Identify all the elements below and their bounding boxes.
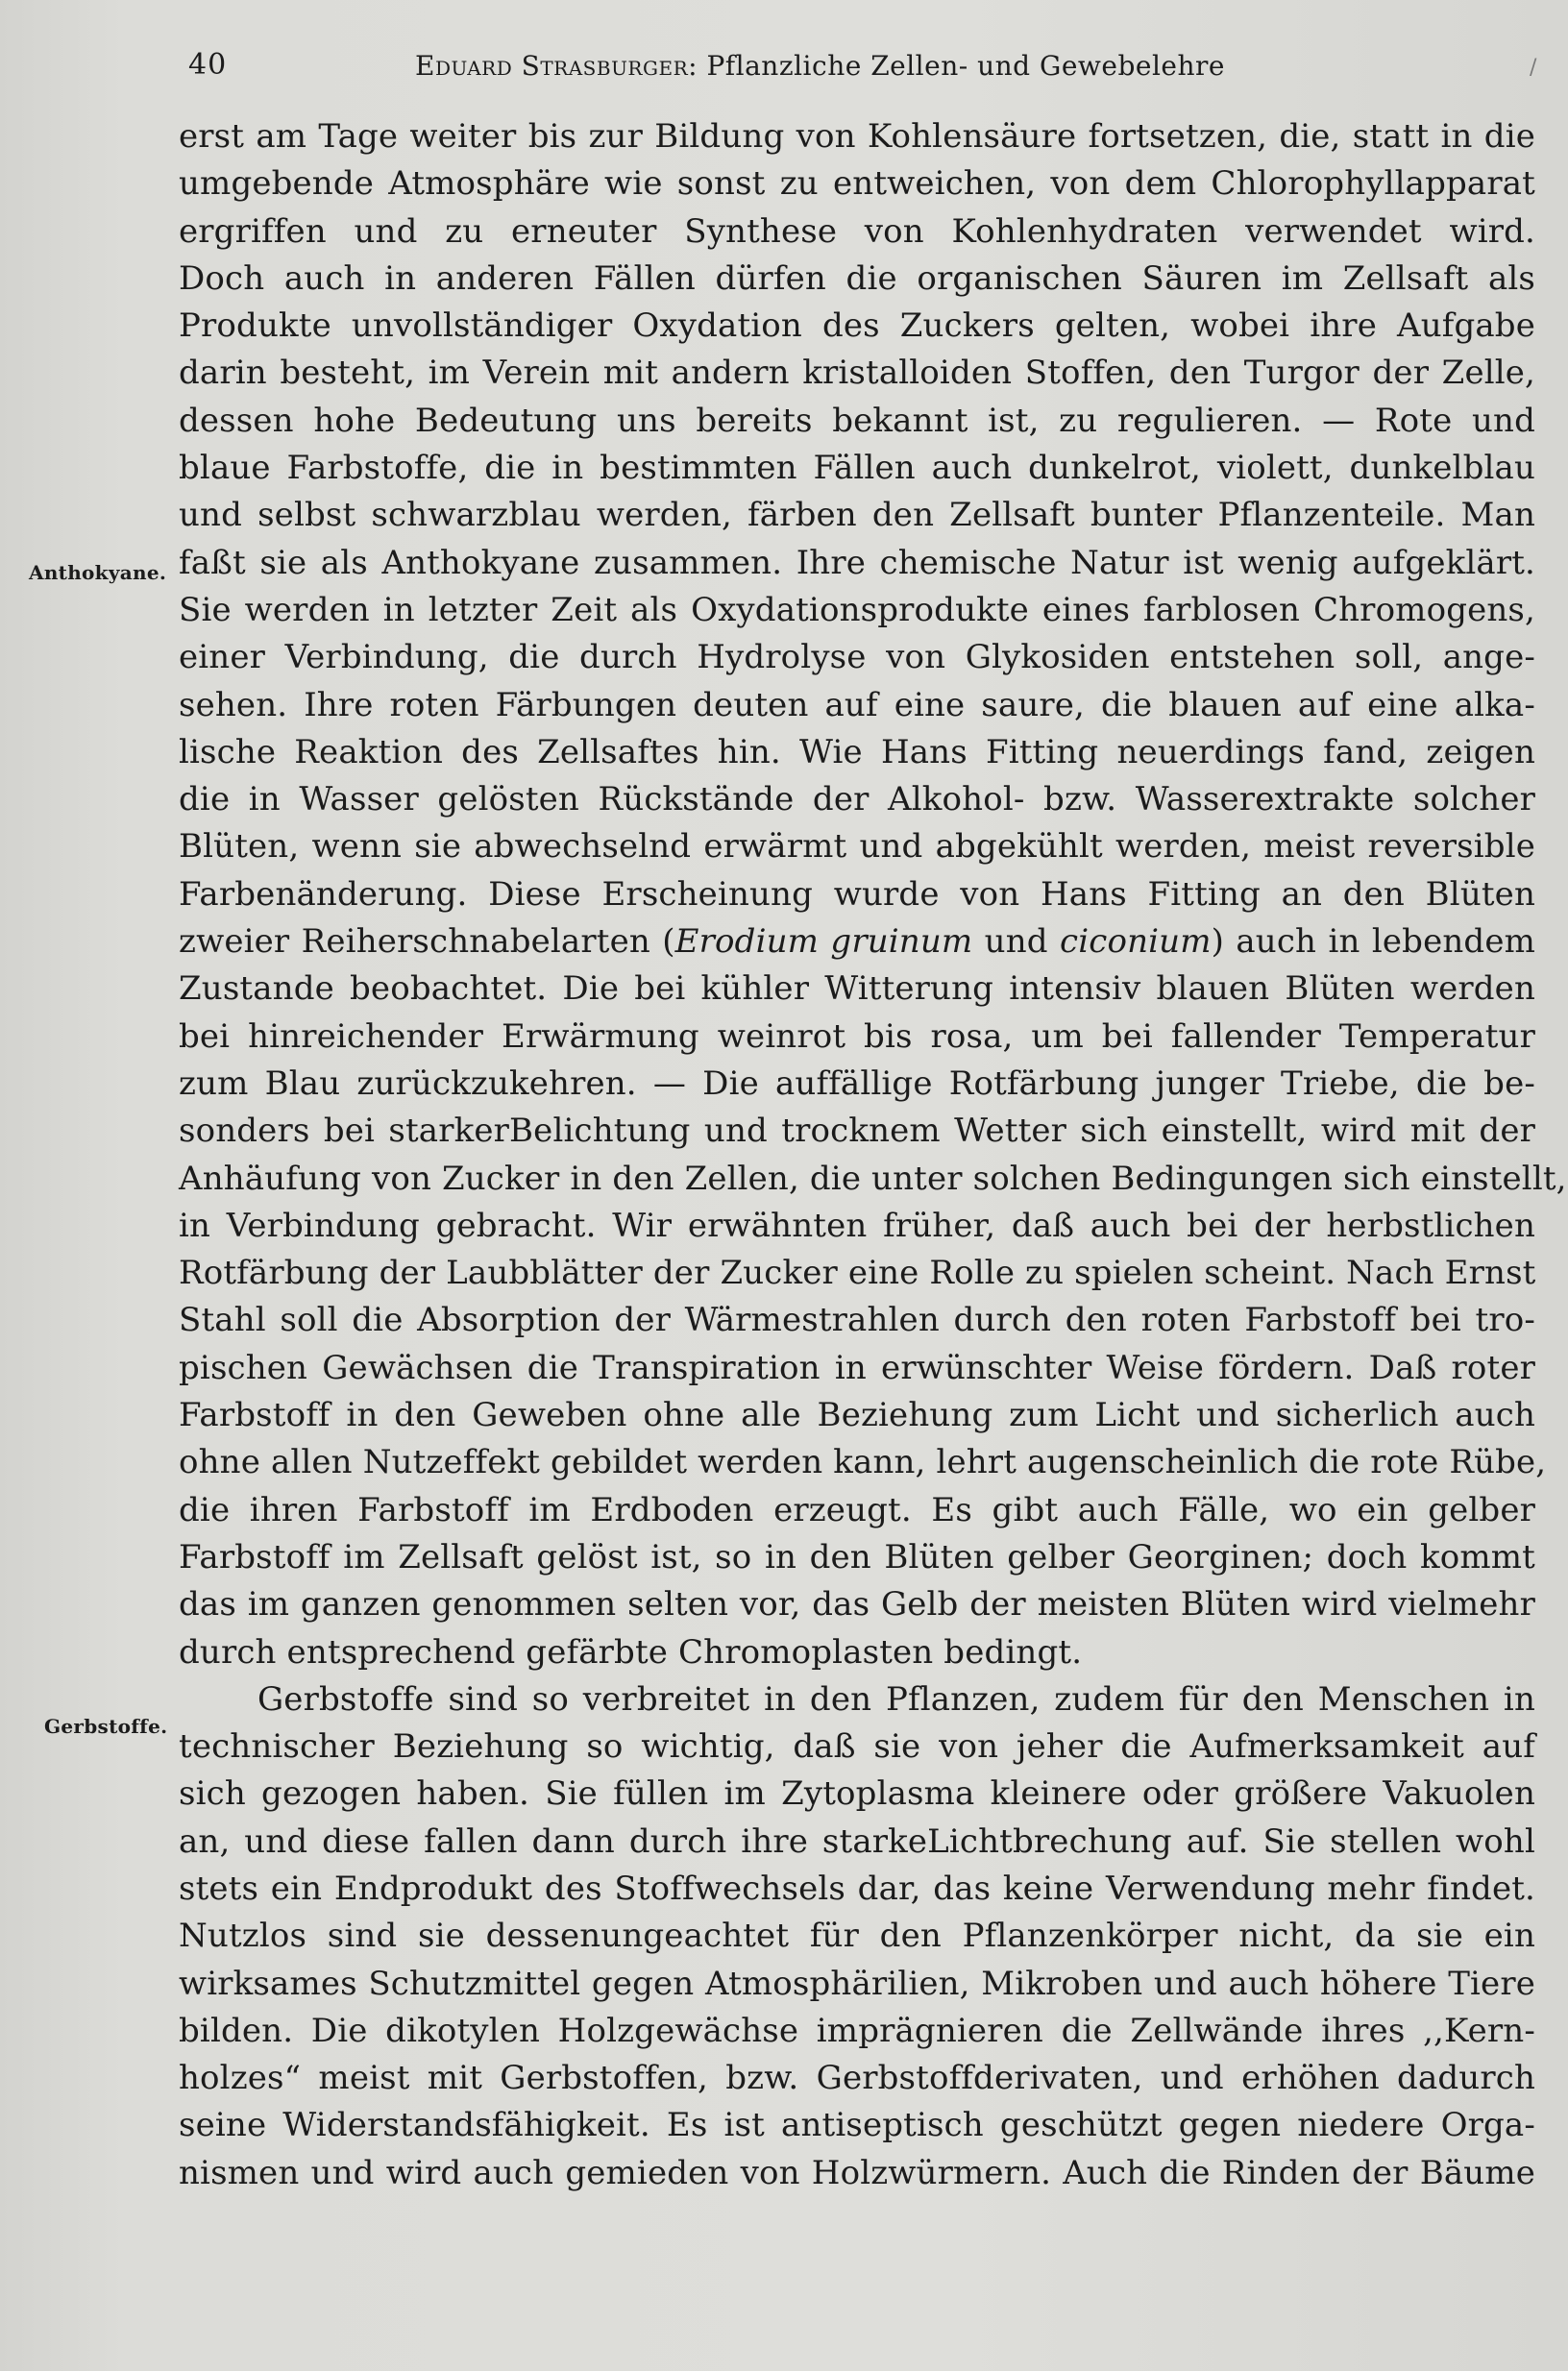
text-line: Rotfärbung der Laubblätter der Zucker eine Rolle zu spielen scheint. Nach Ernst bbox=[179, 1254, 1536, 1293]
text-line: Farbstoff im Zellsaft gelöst ist, so in den Blüten gelber Georginen; doch kommt bbox=[179, 1537, 1535, 1577]
text-line: Doch auch in anderen Fällen dürfen die organischen Säuren im Zellsaft als bbox=[179, 258, 1535, 298]
text-line: Blüten, wenn sie abwechselnd erwärmt und abgekühlt werden, meist reversible bbox=[179, 827, 1535, 867]
text-line: zum Blau zurückzukehren. — Die auffällige Rotfärbung junger Triebe, die be- bbox=[179, 1063, 1535, 1103]
text-line: bilden. Die dikotylen Holzgewächse imprägnieren die Zellwände ihres ,,Kern- bbox=[179, 2011, 1535, 2050]
text-line: Zustande beobachtet. Die bei kühler Witterung intensiv blauen Blüten werden bbox=[179, 969, 1535, 1009]
text-line: faßt sie als Anthokyane zusammen. Ihre chemische Natur ist wenig aufgeklärt. bbox=[179, 543, 1535, 582]
page-number: 40 bbox=[188, 48, 228, 82]
text-line: pischen Gewächsen die Transpiration in erwünschter Weise fördern. Daß roter bbox=[179, 1348, 1535, 1387]
running-head bbox=[415, 50, 1225, 82]
text-line: Farbenänderung. Diese Erscheinung wurde von Hans Fitting an den Blüten bbox=[179, 874, 1535, 914]
text-line: technischer Beziehung so wichtig, daß sie von jeher die Aufmerksamkeit auf bbox=[179, 1727, 1535, 1767]
text-line: nismen und wird auch gemieden von Holzwürmern. Auch die Rinden der Bäume bbox=[179, 2153, 1535, 2192]
text-line: Gerbstoffe sind so verbreitet in den Pflanzen, zudem für den Menschen in bbox=[257, 1679, 1535, 1719]
text-line: sonders bei starkerBelichtung und trocknem Wetter sich einstellt, wird mit der bbox=[179, 1112, 1535, 1151]
running-head-title: : Pflanzliche Zellen- und Gewebelehre bbox=[688, 50, 1225, 82]
text-line: in Verbindung gebracht. Wir erwähnten früher, daß auch bei der herbstlichen bbox=[179, 1206, 1535, 1245]
text-line: einer Verbindung, die durch Hydrolyse von Glykosiden entstehen soll, ange- bbox=[179, 638, 1535, 677]
header-mark: / bbox=[1530, 56, 1537, 80]
margin-note-gerbstoffe: Gerbstoffe. bbox=[44, 1715, 168, 1738]
text-line: durch entsprechend gefärbte Chromoplasten bedingt. bbox=[179, 1632, 1083, 1672]
species-name: Erodium gruinum bbox=[674, 922, 973, 962]
text-line: sich gezogen haben. Sie füllen im Zytoplasma kleinere oder größere Vakuolen bbox=[179, 1774, 1535, 1814]
running-head-author: Eduard Strasburger bbox=[415, 50, 689, 82]
species-name: ciconium bbox=[1060, 922, 1212, 962]
text-line: ohne allen Nutzeffekt gebildet werden kann, lehrt augenscheinlich die rote Rübe, bbox=[179, 1443, 1547, 1482]
text-line: erst am Tage weiter bis zur Bildung von Kohlensäure fortsetzen, die, statt in die bbox=[179, 117, 1535, 156]
text-line: lische Reaktion des Zellsaftes hin. Wie Hans Fitting neuerdings fand, zeigen bbox=[179, 732, 1535, 771]
text-line: Sie werden in letzter Zeit als Oxydationsprodukte eines farblosen Chromogens, bbox=[179, 590, 1535, 629]
text-line: umgebende Atmosphäre wie sonst zu entweichen, von dem Chlorophyllapparat bbox=[179, 164, 1535, 204]
text-line: blaue Farbstoffe, die in bestimmten Fällen auch dunkelrot, violett, dunkelblau bbox=[179, 449, 1535, 488]
text-line: Nutzlos sind sie dessenungeachtet für den Pflanzenkörper nicht, da sie ein bbox=[179, 1917, 1535, 1956]
text-line: bei hinreichender Erwärmung weinrot bis rosa, um bei fallender Temperatur bbox=[179, 1016, 1535, 1056]
text-line: die in Wasser gelösten Rückstände der Alkohol- bzw. Wasserextrakte solcher bbox=[179, 780, 1535, 819]
text-line: holzes“ meist mit Gerbstoffen, bzw. Gerbstoffderivaten, und erhöhen dadurch bbox=[179, 2059, 1535, 2098]
page-header bbox=[0, 48, 1568, 86]
text-line: Anhäufung von Zucker in den Zellen, die unter solchen Bedingungen sich einstellt, bbox=[179, 1159, 1567, 1198]
text-line: das im ganzen genommen selten vor, das Gelb der meisten Blüten wird vielmehr bbox=[179, 1585, 1535, 1625]
text-line: Produkte unvollständiger Oxydation des Zuckers gelten, wobei ihre Aufgabe bbox=[179, 306, 1535, 346]
text-line: und selbst schwarzblau werden, färben den Zellsaft bunter Pflanzenteile. Man bbox=[179, 496, 1535, 535]
text-line: Stahl soll die Absorption der Wärmestrahlen durch den roten Farbstoff bei tro- bbox=[179, 1301, 1535, 1340]
text-line: dessen hohe Bedeutung uns bereits bekannt ist, zu regulieren. — Rote und bbox=[179, 401, 1535, 440]
text-line: wirksames Schutzmittel gegen Atmosphärilien, Mikroben und auch höhere Tiere bbox=[179, 1964, 1535, 2003]
text-line: zweier Reiherschnabelarten (Erodium gruinum und ciconium) auch in lebendem bbox=[179, 922, 1535, 962]
text-line: darin besteht, im Verein mit andern kristalloiden Stoffen, den Turgor der Zelle, bbox=[179, 354, 1535, 393]
body-text bbox=[179, 113, 1567, 2197]
text-line: Farbstoff in den Geweben ohne alle Beziehung zum Licht und sicherlich auch bbox=[179, 1396, 1535, 1435]
margin-note-anthokyane: Anthokyane. bbox=[29, 561, 167, 584]
text-line: ergriffen und zu erneuter Synthese von Kohlenhydraten verwendet wird. bbox=[179, 211, 1535, 251]
text-line: sehen. Ihre roten Färbungen deuten auf eine saure, die blauen auf eine alka- bbox=[179, 685, 1535, 724]
text-line: die ihren Farbstoff im Erdboden erzeugt. Es gibt auch Fälle, wo ein gelber bbox=[179, 1490, 1535, 1529]
text-line: seine Widerstandsfähigkeit. Es ist antiseptisch geschützt gegen niedere Orga- bbox=[179, 2106, 1535, 2145]
text-line: an, und diese fallen dann durch ihre starkeLichtbrechung auf. Sie stellen wohl bbox=[179, 1821, 1535, 1861]
text-line: stets ein Endprodukt des Stoffwechsels dar, das keine Verwendung mehr findet. bbox=[179, 1869, 1535, 1908]
